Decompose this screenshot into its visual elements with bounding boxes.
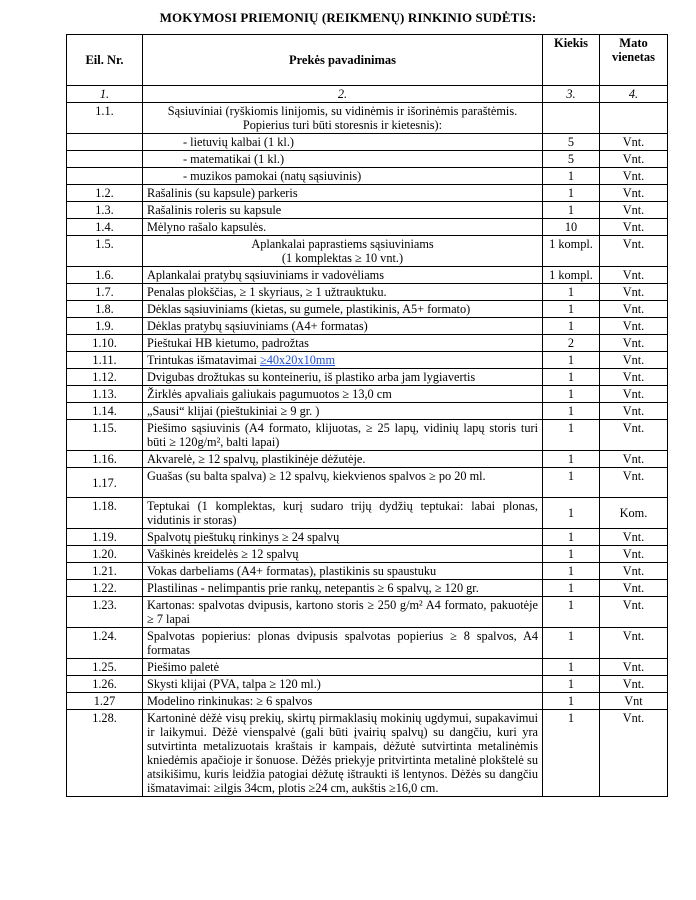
item-name <box>143 529 543 546</box>
table-row <box>67 386 668 403</box>
item-quantity: 1 <box>543 529 600 546</box>
item-name-text: „Sausi“ klijai (pieštukiniai ≥ 9 gr. ) <box>147 404 320 418</box>
item-quantity: 5 <box>543 151 600 168</box>
item-name <box>143 468 543 498</box>
item-quantity <box>543 103 600 134</box>
row-number: 1.20. <box>67 546 143 563</box>
table-row <box>67 710 668 797</box>
item-name <box>143 580 543 597</box>
item-name-text: Spalvotas popierius: plonas dvipusis spalvotas popierius ≥ 8 spalvos, A4 formatas <box>147 629 538 657</box>
row-number: 1.11. <box>67 352 143 369</box>
row-number: 1.13. <box>67 386 143 403</box>
dimension-link[interactable]: ≥40x20x10mm <box>259 353 336 367</box>
table-row <box>67 693 668 710</box>
row-number: 1.25. <box>67 659 143 676</box>
item-quantity: 1 <box>543 710 600 797</box>
row-number: 1.14. <box>67 403 143 420</box>
column-number: 2. <box>143 86 543 103</box>
item-name-text: Vaškinės kreidelės ≥ 12 spalvų <box>147 547 299 561</box>
item-name-text: Dvigubas drožtukas su konteineriu, iš plastiko arba jam lygiavertis <box>147 370 476 384</box>
item-quantity: 1 <box>543 202 600 219</box>
item-name-text: Dėklas sąsiuviniams (kietas, su gumele, plastikinis, A5+ formato) <box>147 302 471 316</box>
item-name-text: Aplankalai paprastiems sąsiuviniams <box>251 237 434 251</box>
item-name <box>143 546 543 563</box>
item-name-text: Piešimo sąsiuvinis (A4 formato, klijuotas, ≥ 25 lapų, vidinių lapų storis turi būti ≥ 120g/m², balti lapai) <box>147 421 538 449</box>
row-number: 1.28. <box>67 710 143 797</box>
table-row <box>67 676 668 693</box>
item-unit: Vnt. <box>600 659 668 676</box>
column-number: 3. <box>543 86 600 103</box>
item-name <box>143 301 543 318</box>
item-name <box>143 202 543 219</box>
item-quantity: 1 <box>543 352 600 369</box>
item-name <box>143 335 543 352</box>
item-quantity: 1 <box>543 628 600 659</box>
table-row <box>67 468 668 498</box>
item-quantity: 1 <box>543 451 600 468</box>
item-quantity: 1 <box>543 168 600 185</box>
column-number: 4. <box>600 86 668 103</box>
item-unit: Vnt. <box>600 546 668 563</box>
item-name <box>143 267 543 284</box>
row-number: 1.2. <box>67 185 143 202</box>
item-name-text: Skysti klijai (PVA, talpa ≥ 120 ml.) <box>147 677 321 691</box>
table-row <box>67 451 668 468</box>
item-name-text: Mėlyno rašalo kapsulės. <box>147 220 267 234</box>
item-name <box>143 103 543 134</box>
item-unit: Vnt. <box>600 451 668 468</box>
item-name <box>143 318 543 335</box>
item-name <box>143 284 543 301</box>
item-name-text: Žirklės apvaliais galiukais pagumuotos ≥ 13,0 cm <box>147 387 392 401</box>
item-name-text: - matematikai (1 kl.) <box>183 152 285 166</box>
item-name-text: Rašalinis roleris su kapsule <box>147 203 282 217</box>
items-table <box>66 34 668 797</box>
item-unit: Vnt. <box>600 352 668 369</box>
item-unit: Vnt. <box>600 420 668 451</box>
header-nr: Eil. Nr. <box>67 35 143 86</box>
item-name-text: Spalvotų pieštukų rinkinys ≥ 24 spalvų <box>147 530 340 544</box>
row-number: 1.5. <box>67 236 143 267</box>
table-row <box>67 219 668 236</box>
item-unit: Vnt. <box>600 710 668 797</box>
item-unit: Vnt. <box>600 151 668 168</box>
item-name <box>143 563 543 580</box>
item-name-text: Sąsiuviniai (ryškiomis linijomis, su vidinėmis ir išorinėmis paraštėmis. Popierius turi būti storesnis ir kietesnis): <box>167 104 518 132</box>
item-quantity: 1 <box>543 403 600 420</box>
item-unit: Vnt. <box>600 202 668 219</box>
item-name <box>143 219 543 236</box>
row-number: 1.12. <box>67 369 143 386</box>
table-row <box>67 498 668 529</box>
item-quantity: 1 <box>543 676 600 693</box>
table-row <box>67 420 668 451</box>
table-row <box>67 168 668 185</box>
table-row <box>67 202 668 219</box>
item-unit: Kom. <box>600 498 668 529</box>
item-quantity: 1 <box>543 468 600 498</box>
item-unit: Vnt. <box>600 318 668 335</box>
item-name-text: Kartonas: spalvotas dvipusis, kartono storis ≥ 250 g/m² A4 formato, pakuotėje ≥ 7 lapai <box>147 598 538 626</box>
row-number: 1.21. <box>67 563 143 580</box>
item-name-text: Vokas darbeliams (A4+ formatas), plastikinis su spaustuku <box>147 564 437 578</box>
row-number: 1.19. <box>67 529 143 546</box>
table-row <box>67 185 668 202</box>
row-number: 1.22. <box>67 580 143 597</box>
row-number <box>67 151 143 168</box>
item-name <box>143 369 543 386</box>
item-unit: Vnt. <box>600 563 668 580</box>
item-name <box>143 134 543 151</box>
item-quantity: 2 <box>543 335 600 352</box>
row-number <box>67 134 143 151</box>
row-number <box>67 168 143 185</box>
table-row <box>67 546 668 563</box>
item-quantity: 1 <box>543 284 600 301</box>
item-unit: Vnt. <box>600 267 668 284</box>
table-row <box>67 563 668 580</box>
item-quantity: 1 <box>543 659 600 676</box>
item-unit: Vnt. <box>600 236 668 267</box>
row-number: 1.4. <box>67 219 143 236</box>
item-name-text: Dėklas pratybų sąsiuviniams (A4+ formatas) <box>147 319 368 333</box>
item-name <box>143 403 543 420</box>
row-number: 1.17. <box>67 468 143 498</box>
column-number-row <box>67 86 668 103</box>
item-name-text: Piešimo paletė <box>147 660 220 674</box>
table-row <box>67 301 668 318</box>
row-number: 1.27 <box>67 693 143 710</box>
item-name-text: Plastilinas - nelimpantis prie rankų, netepantis ≥ 6 spalvų, ≥ 120 gr. <box>147 581 479 595</box>
item-name-text: Rašalinis (su kapsule) parkeris <box>147 186 298 200</box>
item-quantity: 1 <box>543 185 600 202</box>
item-name-text: Guašas (su balta spalva) ≥ 12 spalvų, kiekvienos spalvos ≥ po 20 ml. <box>147 469 486 483</box>
table-row <box>67 529 668 546</box>
table-row <box>67 659 668 676</box>
item-name-text: - lietuvių kalbai (1 kl.) <box>183 135 294 149</box>
row-number: 1.26. <box>67 676 143 693</box>
item-quantity: 1 <box>543 318 600 335</box>
table-row <box>67 369 668 386</box>
item-quantity: 1 <box>543 693 600 710</box>
item-unit: Vnt. <box>600 676 668 693</box>
item-name-text: Aplankalai pratybų sąsiuviniams ir vadovėliams <box>147 268 385 282</box>
row-number: 1.23. <box>67 597 143 628</box>
item-unit: Vnt <box>600 693 668 710</box>
item-unit: Vnt. <box>600 529 668 546</box>
item-name <box>143 352 543 369</box>
item-quantity: 5 <box>543 134 600 151</box>
header-name: Prekės pavadinimas <box>143 35 543 86</box>
table-row <box>67 284 668 301</box>
item-name <box>143 168 543 185</box>
column-number: 1. <box>67 86 143 103</box>
item-unit: Vnt. <box>600 301 668 318</box>
item-name <box>143 676 543 693</box>
table-row <box>67 318 668 335</box>
table-row <box>67 403 668 420</box>
item-name <box>143 498 543 529</box>
item-unit: Vnt. <box>600 219 668 236</box>
item-quantity: 1 kompl. <box>543 267 600 284</box>
item-name-subline: (1 komplektas ≥ 10 vnt.) <box>281 251 404 265</box>
item-unit: Vnt. <box>600 284 668 301</box>
item-unit: Vnt. <box>600 597 668 628</box>
row-number: 1.18. <box>67 498 143 529</box>
item-name <box>143 628 543 659</box>
item-name-text: - muzikos pamokai (natų sąsiuvinis) <box>183 169 362 183</box>
table-row <box>67 236 668 267</box>
item-unit <box>600 103 668 134</box>
item-unit: Vnt. <box>600 580 668 597</box>
item-name <box>143 451 543 468</box>
item-quantity: 1 kompl. <box>543 236 600 267</box>
item-name <box>143 597 543 628</box>
item-name-text: Trintukas išmatavimai <box>147 353 260 367</box>
item-name-text: Modelino rinkinukas: ≥ 6 spalvos <box>147 694 313 708</box>
item-unit: Vnt. <box>600 335 668 352</box>
item-name-text: Kartoninė dėžė visų prekių, skirtų pirmaklasių mokinių ugdymui, supakavimui ir laikymui. Dėžė vienspalvė (gali būti įvairių spalvų) su dangčiu, kuri yra sutvirtinta metalizuotais kraštais ir kampais, dėžutė sutvirtinta metalinėmis kniedėmis apačioje ir šonuose. Dėžės priekyje pritvirtinta metalinė plokštelė su atsikišimu, kuris leidžia patogiai dėžutę ištraukti iš lentynos. Dėžės su dangčiu išmatavimai: ≥ilgis 34cm, plotis ≥24 cm, aukštis ≥16,0 cm. <box>147 711 538 795</box>
table-row <box>67 335 668 352</box>
document-title: MOKYMOSI PRIEMONIŲ (REIKMENŲ) RINKINIO SUDĖTIS: <box>159 10 537 25</box>
item-name-text: Teptukai (1 komplektas, kurį sudaro trijų dydžių teptukai: labai plonas, vidutinis ir storas) <box>147 499 538 527</box>
row-number: 1.15. <box>67 420 143 451</box>
item-name <box>143 151 543 168</box>
item-quantity: 1 <box>543 498 600 529</box>
item-name-text: Pieštukai HB kietumo, padrožtas <box>147 336 309 350</box>
item-name <box>143 710 543 797</box>
item-unit: Vnt. <box>600 134 668 151</box>
item-quantity: 1 <box>543 597 600 628</box>
item-name-text: Akvarelė, ≥ 12 spalvų, plastikinėje dėžutėje. <box>147 452 366 466</box>
item-name <box>143 386 543 403</box>
item-quantity: 10 <box>543 219 600 236</box>
row-number: 1.24. <box>67 628 143 659</box>
table-row <box>67 597 668 628</box>
item-unit: Vnt. <box>600 628 668 659</box>
row-number: 1.6. <box>67 267 143 284</box>
item-quantity: 1 <box>543 546 600 563</box>
header-unit: Mato vienetas <box>600 35 668 86</box>
item-name <box>143 659 543 676</box>
header-qty: Kiekis <box>543 35 600 86</box>
item-quantity: 1 <box>543 420 600 451</box>
item-unit: Vnt. <box>600 386 668 403</box>
item-unit: Vnt. <box>600 403 668 420</box>
item-quantity: 1 <box>543 386 600 403</box>
item-quantity: 1 <box>543 580 600 597</box>
item-quantity: 1 <box>543 563 600 580</box>
item-unit: Vnt. <box>600 369 668 386</box>
item-unit: Vnt. <box>600 468 668 498</box>
item-name-text: Penalas plokščias, ≥ 1 skyriaus, ≥ 1 užtrauktuku. <box>147 285 387 299</box>
row-number: 1.7. <box>67 284 143 301</box>
item-unit: Vnt. <box>600 168 668 185</box>
row-number: 1.8. <box>67 301 143 318</box>
row-number: 1.9. <box>67 318 143 335</box>
item-name <box>143 236 543 267</box>
table-row <box>67 628 668 659</box>
item-name <box>143 185 543 202</box>
row-number: 1.10. <box>67 335 143 352</box>
row-number: 1.16. <box>67 451 143 468</box>
table-row <box>67 134 668 151</box>
row-number: 1.3. <box>67 202 143 219</box>
item-quantity: 1 <box>543 369 600 386</box>
table-row <box>67 352 668 369</box>
table-row <box>67 151 668 168</box>
table-row <box>67 580 668 597</box>
item-unit: Vnt. <box>600 185 668 202</box>
item-name <box>143 693 543 710</box>
table-row <box>67 103 668 134</box>
item-quantity: 1 <box>543 301 600 318</box>
row-number: 1.1. <box>67 103 143 134</box>
item-name <box>143 420 543 451</box>
table-row <box>67 267 668 284</box>
